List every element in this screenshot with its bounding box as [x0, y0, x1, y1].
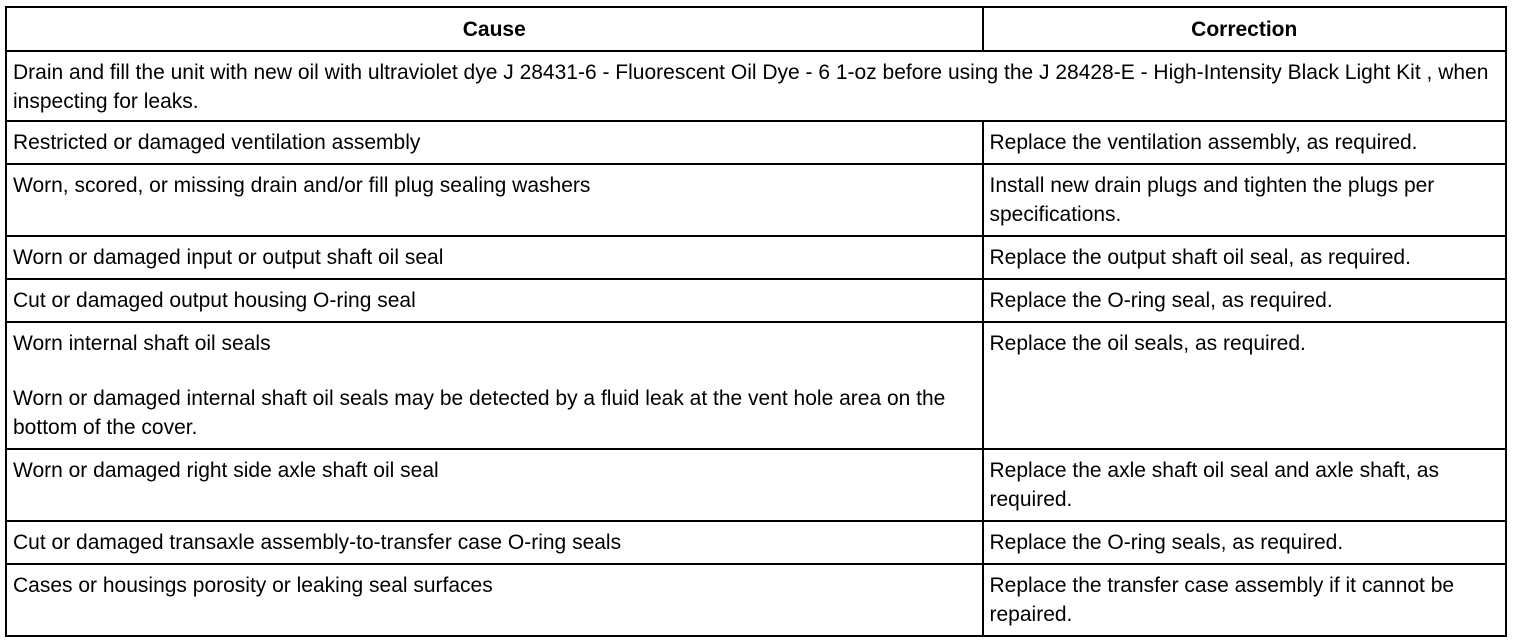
cause-text: Worn internal shaft oil seals [13, 332, 271, 355]
diagnostic-table [5, 6, 1507, 637]
cause-cell: Worn or damaged right side axle shaft oil seal [6, 449, 983, 521]
correction-cell: Replace the transfer case assembly if it cannot be repaired. [983, 564, 1507, 636]
cause-cell: Worn or damaged input or output shaft oil seal [6, 236, 983, 279]
cause-cell: Worn, scored, or missing drain and/or fill plug sealing washers [6, 164, 983, 236]
table-row [6, 449, 1506, 521]
correction-column-header: Correction [983, 7, 1507, 51]
cause-cell: Cases or housings porosity or leaking seal surfaces [6, 564, 983, 636]
cause-cell: Cut or damaged output housing O-ring seal [6, 279, 983, 322]
correction-cell: Replace the output shaft oil seal, as required. [983, 236, 1507, 279]
table-row [6, 121, 1506, 164]
cause-column-header: Cause [6, 7, 983, 51]
correction-cell: Replace the oil seals, as required. [983, 322, 1507, 449]
table-row [6, 164, 1506, 236]
correction-cell: Replace the axle shaft oil seal and axle shaft, as required. [983, 449, 1507, 521]
note-row [6, 51, 1506, 121]
correction-cell: Replace the ventilation assembly, as required. [983, 121, 1507, 164]
table-row [6, 236, 1506, 279]
cause-cell: Restricted or damaged ventilation assembly [6, 121, 983, 164]
correction-cell: Replace the O-ring seal, as required. [983, 279, 1507, 322]
inspection-note: Drain and fill the unit with new oil with ultraviolet dye J 28431-6 - Fluorescent Oil Dye - 6 1-oz before using the J 28428-E - High-Intensity Black Light Kit , when inspecting for leaks. [6, 51, 1506, 121]
table-row [6, 322, 1506, 449]
cause-cell [6, 322, 983, 449]
table-row [6, 279, 1506, 322]
cause-cell: Cut or damaged transaxle assembly-to-transfer case O-ring seals [6, 521, 983, 564]
correction-cell: Replace the O-ring seals, as required. [983, 521, 1507, 564]
table-row [6, 521, 1506, 564]
correction-cell: Install new drain plugs and tighten the plugs per specifications. [983, 164, 1507, 236]
table-header-row [6, 7, 1506, 51]
table-row [6, 564, 1506, 636]
cause-detail-text: Worn or damaged internal shaft oil seals may be detected by a fluid leak at the vent hole area on the bottom of the cover. [13, 387, 946, 439]
